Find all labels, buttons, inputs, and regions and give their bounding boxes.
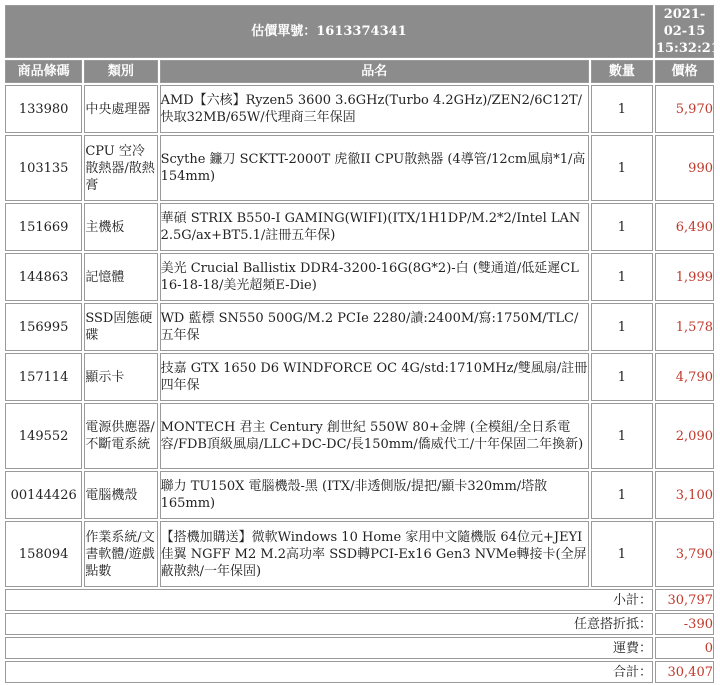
item-qty: 1 xyxy=(591,303,653,351)
summary-row xyxy=(5,613,714,635)
item-name: 聯力 TU150X 電腦機殼-黑 (ITX/非透側版/提把/顯卡320mm/塔散165mm) xyxy=(160,471,589,519)
item-name: AMD【六核】Ryzen5 3600 3.6GHz(Turbo 4.2GHz)/ZEN2/6C12T/快取32MB/65W/代理商三年保固 xyxy=(160,85,589,133)
item-price: 1,999 xyxy=(655,253,714,301)
table-row xyxy=(5,253,714,301)
table-row xyxy=(5,135,714,201)
item-name: 華碩 STRIX B550-I GAMING(WIFI)(ITX/1H1DP/M.2*2/Intel LAN 2.5G/ax+BT5.1/註冊五年保) xyxy=(160,203,589,251)
item-price: 2,090 xyxy=(655,403,714,469)
summary-label: 合計： xyxy=(5,661,653,683)
item-code: 144863 xyxy=(5,253,82,301)
item-category: 作業系統/文書軟體/遊戲點數 xyxy=(84,521,157,587)
item-code: 103135 xyxy=(5,135,82,201)
item-price: 990 xyxy=(655,135,714,201)
item-qty: 1 xyxy=(591,521,653,587)
summary-row xyxy=(5,661,714,683)
column-header-row xyxy=(5,60,714,83)
item-name: 【搭機加購送】微軟Windows 10 Home 家用中文隨機版 64位元+JEYI 佳翼 NGFF M2 M.2高功率 SSD轉PCI-Ex16 Gen3 NVMe轉接卡(全屏蔽散熱/一年保固) xyxy=(160,521,589,587)
summary-value: -390 xyxy=(655,613,714,635)
summary-value: 0 xyxy=(655,637,714,659)
item-category: 記憶體 xyxy=(84,253,157,301)
item-code: 151669 xyxy=(5,203,82,251)
table-row xyxy=(5,303,714,351)
quote-datetime xyxy=(655,5,720,58)
summary-value: 30,797 xyxy=(655,589,714,611)
item-category: 中央處理器 xyxy=(84,85,157,133)
item-qty: 1 xyxy=(591,403,653,469)
summary-row xyxy=(5,637,714,659)
item-name: Scythe 鐮刀 SCKTT-2000T 虎徹II CPU散熱器 (4導管/12cm風扇*1/高154mm) xyxy=(160,135,589,201)
item-code: 156995 xyxy=(5,303,82,351)
item-qty: 1 xyxy=(591,253,653,301)
item-category: 電源供應器/不斷電系統 xyxy=(84,403,157,469)
item-category: CPU 空冷散熱器/散熱膏 xyxy=(84,135,157,201)
summary-value: 30,407 xyxy=(655,661,714,683)
item-price: 4,790 xyxy=(655,353,714,401)
summary-label: 任意搭折抵： xyxy=(5,613,653,635)
table-row xyxy=(5,203,714,251)
table-row xyxy=(5,353,714,401)
item-qty: 1 xyxy=(591,353,653,401)
column-header-name: 品名 xyxy=(160,60,589,83)
item-name: MONTECH 君主 Century 創世紀 550W 80+金牌 (全模組/全日系電容/FDB頂級風扇/LLC+DC-DC/長150mm/僑威代工/十年保固二年換新) xyxy=(160,403,589,469)
item-category: 顯示卡 xyxy=(84,353,157,401)
item-category: 主機板 xyxy=(84,203,157,251)
item-code: 133980 xyxy=(5,85,82,133)
item-name: WD 藍標 SN550 500G/M.2 PCIe 2280/讀:2400M/寫:1750M/TLC/五年保 xyxy=(160,303,589,351)
item-qty: 1 xyxy=(591,85,653,133)
title-row xyxy=(5,5,714,58)
item-code: 157114 xyxy=(5,353,82,401)
table-row xyxy=(5,521,714,587)
item-code: 00144426 xyxy=(5,471,82,519)
quote-number: 估價單號：1613374341 xyxy=(5,5,653,58)
quote-table xyxy=(3,3,720,685)
summary-row xyxy=(5,589,714,611)
column-header-code: 商品條碼 xyxy=(5,60,82,83)
quote-date: 2021-02-15 xyxy=(663,7,706,39)
item-price: 3,100 xyxy=(655,471,714,519)
item-qty: 1 xyxy=(591,203,653,251)
item-name: 技嘉 GTX 1650 D6 WINDFORCE OC 4G/std:1710MHz/雙風扇/註冊四年保 xyxy=(160,353,589,401)
quote-time: 15:32:21 xyxy=(655,41,720,56)
item-price: 6,490 xyxy=(655,203,714,251)
summary-label: 運費： xyxy=(5,637,653,659)
item-price: 5,970 xyxy=(655,85,714,133)
item-code: 149552 xyxy=(5,403,82,469)
table-row xyxy=(5,471,714,519)
item-category: SSD固態硬碟 xyxy=(84,303,157,351)
item-qty: 1 xyxy=(591,471,653,519)
column-header-category: 類別 xyxy=(84,60,157,83)
column-header-price: 價格 xyxy=(655,60,714,83)
summary-label: 小計： xyxy=(5,589,653,611)
column-header-qty: 數量 xyxy=(591,60,653,83)
item-qty: 1 xyxy=(591,135,653,201)
table-row xyxy=(5,403,714,469)
item-price: 1,578 xyxy=(655,303,714,351)
item-category: 電腦機殼 xyxy=(84,471,157,519)
item-code: 158094 xyxy=(5,521,82,587)
item-price: 3,790 xyxy=(655,521,714,587)
item-name: 美光 Crucial Ballistix DDR4-3200-16G(8G*2)-白 (雙通道/低延遲CL 16-18-18/美光超頻E-Die) xyxy=(160,253,589,301)
table-row xyxy=(5,85,714,133)
